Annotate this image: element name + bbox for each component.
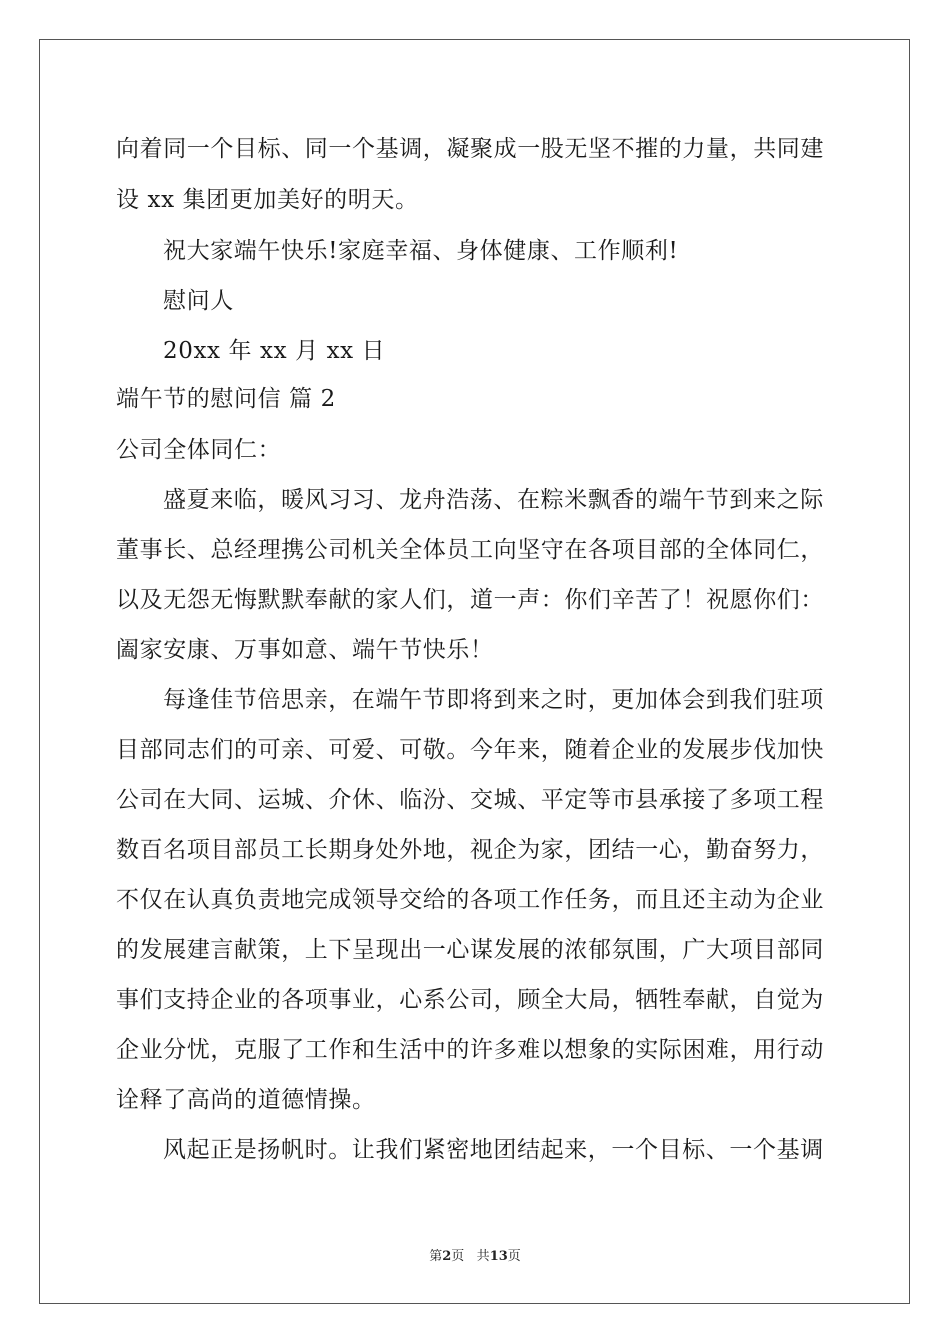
footer-total-suffix: 页 xyxy=(507,1249,521,1264)
text-line: 事们支持企业的各项事业，心系公司，顾全大局，牺牲奉献，自觉为 xyxy=(116,987,824,1013)
footer-page-suffix: 页 xyxy=(451,1249,465,1264)
text-line: 董事长、总经理携公司机关全体员工向坚守在各项目部的全体同仁， xyxy=(116,537,824,563)
text-line: 以及无怨无悔默默奉献的家人们，道一声：你们辛苦了！祝愿你们： xyxy=(116,587,824,613)
text-line: 风起正是扬帆时。让我们紧密地团结起来，一个目标、一个基调 xyxy=(163,1137,824,1163)
section-heading: 端午节的慰问信 篇 2 xyxy=(116,386,336,412)
signature-line: 慰问人 xyxy=(163,288,234,314)
footer-page-number: 2 xyxy=(442,1249,452,1264)
text-line: 每逢佳节倍思亲，在端午节即将到来之时，更加体会到我们驻项 xyxy=(163,687,824,713)
text-line: 盛夏来临，暖风习习、龙舟浩荡、在粽米飘香的端午节到来之际 xyxy=(163,487,824,513)
text-line: 数百名项目部员工长期身处外地，视企为家，团结一心，勤奋努力， xyxy=(116,837,824,863)
greeting-line: 祝大家端午快乐!家庭幸福、身体健康、工作顺利! xyxy=(163,238,679,264)
text-line: 的发展建言献策，上下呈现出一心谋发展的浓郁氛围，广大项目部同 xyxy=(116,937,824,963)
salutation-line: 公司全体同仁： xyxy=(116,437,282,463)
footer-total-pages: 13 xyxy=(489,1249,508,1264)
text-line: 阖家安康、万事如意、端午节快乐！ xyxy=(116,637,494,663)
footer-total-prefix: 共 xyxy=(476,1249,490,1264)
text-line: 向着同一个目标、同一个基调，凝聚成一股无坚不摧的力量，共同建 xyxy=(116,136,824,162)
footer-prefix: 第 xyxy=(429,1249,443,1264)
text-line: 目部同志们的可亲、可爱、可敬。今年来，随着企业的发展步伐加快 xyxy=(116,737,824,763)
text-line: 诠释了高尚的道德情操。 xyxy=(116,1087,376,1113)
date-line: 20xx 年 xx 月 xx 日 xyxy=(163,338,386,364)
text-line: 公司在大同、运城、介休、临汾、交城、平定等市县承接了多项工程 xyxy=(116,787,824,813)
text-line: 不仅在认真负责地完成领导交给的各项工作任务，而且还主动为企业 xyxy=(116,887,824,913)
text-line: 企业分忧，克服了工作和生活中的许多难以想象的实际困难，用行动 xyxy=(116,1037,824,1063)
page-footer xyxy=(0,1248,950,1266)
text-line: 设 xx 集团更加美好的明天。 xyxy=(116,187,419,213)
